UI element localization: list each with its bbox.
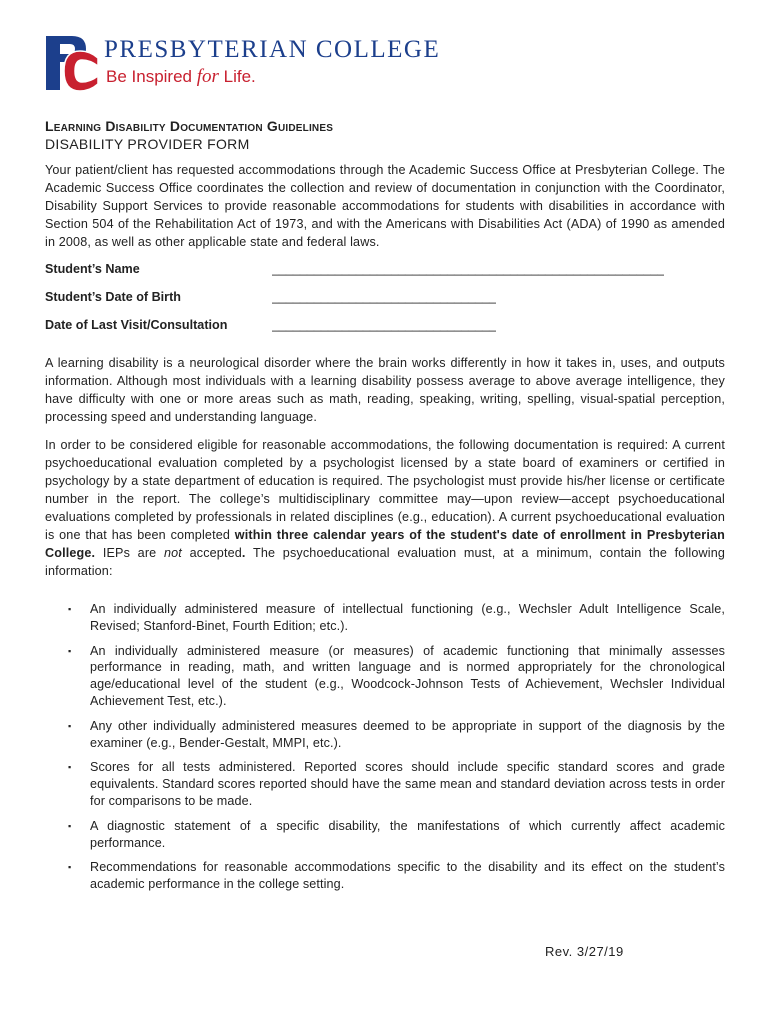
form-subtitle: DISABILITY PROVIDER FORM (45, 136, 250, 152)
bullet-icon: ▪ (68, 862, 72, 873)
college-logo (44, 34, 441, 94)
list-item-text: A diagnostic statement of a specific disability, the manifestations of which currently affect academic performance. (90, 818, 725, 850)
student-name-field[interactable] (45, 262, 725, 290)
list-item (45, 818, 725, 852)
last-visit-field[interactable] (45, 318, 725, 346)
eligibility-text: The psychoeducational evaluation must, at a minimum, contain the following information: (45, 546, 725, 578)
field-label: Student’s Date of Birth (45, 290, 181, 304)
field-label: Student’s Name (45, 262, 140, 276)
bullet-icon: ▪ (68, 645, 72, 656)
eligibility-bold: within three calendar years of the student's date of enrollment in Presbyterian College. (45, 528, 725, 560)
field-label: Date of Last Visit/Consultation (45, 318, 228, 332)
bullet-icon: ▪ (68, 762, 72, 773)
document-title: Learning Disability Documentation Guidelines (45, 118, 334, 134)
college-name: PRESBYTERIAN COLLEGE (104, 36, 441, 63)
eligibility-text: In order to be considered eligible for reasonable accommodations, the following documentation is required: A current psychoeducational evaluation completed by a psychologist licensed by a state board of examiners or certified in psychology by a state department of education is required. The psychologist must provide his/her license or certificate number in the report. The college’s multidisciplinary committee may—upon review—accept psychoeducational evaluations completed by professionals in related disciplines (e.g., education). A current psychoeducational evaluation is one that has been completed (45, 438, 725, 542)
pc-monogram-icon (44, 34, 100, 92)
tagline-suffix: Life. (218, 67, 256, 86)
tagline-prefix: Be Inspired (106, 67, 197, 86)
eligibility-bold-period: . (241, 546, 246, 560)
list-item-text: Recommendations for reasonable accommodations specific to the disability and its effect on the student’s academic performance in the college setting. (90, 860, 725, 892)
list-item (45, 859, 725, 893)
tagline-script: for (196, 66, 219, 87)
student-dob-field[interactable] (45, 290, 725, 318)
bullet-icon: ▪ (68, 720, 72, 731)
list-item-text: Any other individually administered measures deemed to be appropriate in support of the diagnosis by the examiner (e.g., Bender-Gestalt, MMPI, etc.). (90, 718, 725, 750)
tagline (106, 66, 256, 88)
list-item-text: An individually administered measure (or measures) of academic functioning that minimally assesses performance in reading, math, and written language and is normed appropriately for the chronological age/educational level of the student (e.g., Woodcock-Johnson Tests of Achievement, Wechsler Individual Achievement Test, etc.). (90, 643, 725, 708)
intro-paragraph: Your patient/client has requested accommodations through the Academic Success Office at Presbyterian College. The Academic Success Office coordinates the collection and review of documentation in conjunction with the Coordinator, Disability Support Services to provide reasonable accommodations for students with disabilities in accordance with Section 504 of the Rehabilitation Act of 1973, and with the Americans with Disabilities Act (ADA) of 1990 as amended in 2008, as well as other applicable state and federal laws. (45, 163, 725, 249)
eligibility-italic: not (163, 546, 182, 560)
field-blank-line[interactable]: ________________________________________________________ (272, 262, 665, 276)
bullet-icon: ▪ (68, 820, 72, 831)
student-info-fields (45, 262, 725, 346)
bullet-icon: ▪ (68, 604, 72, 614)
list-item-text: An individually administered measure of intellectual functioning (e.g., Wechsler Adult Intelligence Scale, Revised; Stanford-Binet, Fourth Edition; etc.). (90, 602, 725, 633)
definition-paragraph: A learning disability is a neurological disorder where the brain works differently in how it takes in, uses, and outputs information. Although most individuals with a learning disability possess average to above average intelligence, they have difficulty with one or more areas such as math, reading, speaking, writing, spelling, visual-spatial perception, processing speed and understanding language. (45, 356, 725, 424)
field-blank-line[interactable]: ________________________________ (272, 290, 497, 304)
list-item (45, 643, 725, 710)
eligibility-text: IEPs are (95, 546, 164, 560)
list-item (45, 759, 725, 809)
document-body (45, 118, 725, 901)
list-item (45, 718, 725, 752)
field-blank-line[interactable]: ________________________________ (272, 318, 497, 332)
list-item-text: Scores for all tests administered. Reported scores should include specific standard scores and grade equivalents. Standard scores reported should have the same mean and standard deviation across tests in order for comparisons to be made. (90, 760, 725, 808)
list-item (45, 601, 725, 635)
eligibility-text: accepted (181, 546, 242, 560)
eligibility-paragraph (45, 436, 725, 580)
revision-date: Rev. 3/27/19 (545, 944, 624, 959)
requirements-list (45, 601, 725, 893)
